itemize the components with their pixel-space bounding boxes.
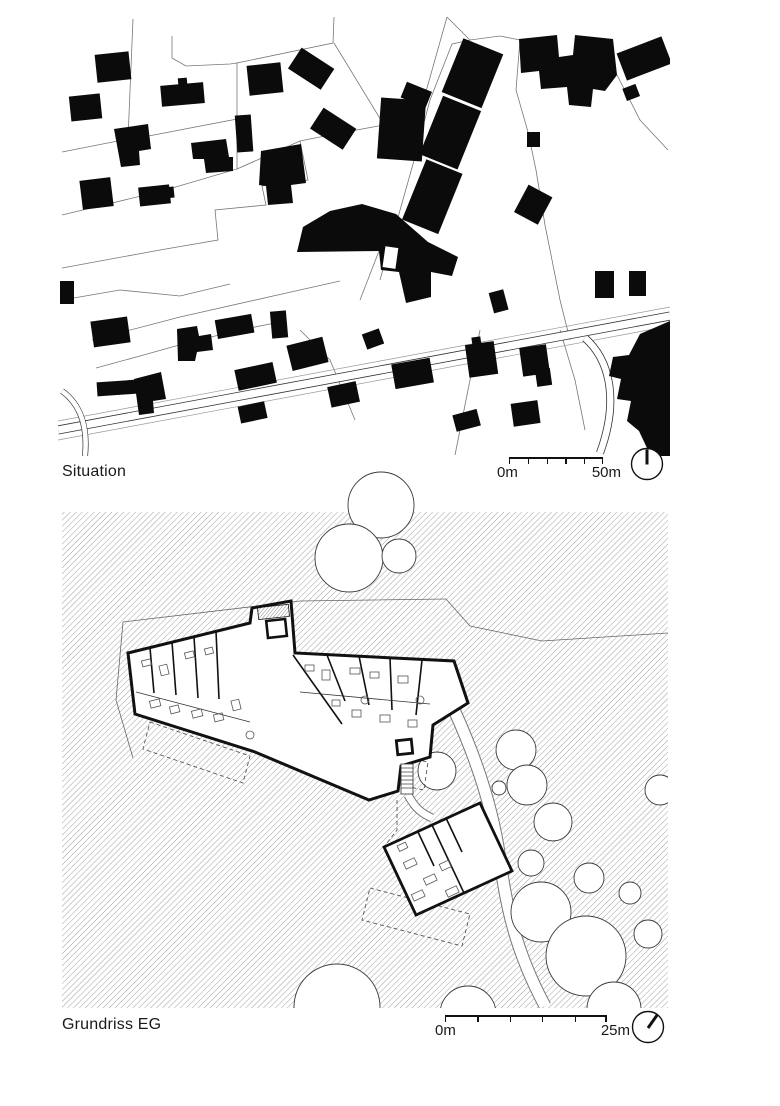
scale-end-label: 50m (591, 464, 621, 481)
scale-end-label: 25m (600, 1022, 630, 1039)
grundriss-scale-bar (435, 1015, 630, 1041)
scale-bar-line (509, 457, 603, 459)
scale-start-label: 0m (435, 1022, 456, 1039)
scale-bar-line (445, 1015, 607, 1017)
grundriss-caption: Grundriss EG (62, 1016, 162, 1033)
scale-start-label: 0m (497, 464, 518, 481)
grundriss-eg-plan (62, 460, 668, 1008)
situation-caption: Situation (62, 463, 127, 480)
situation-site-plan (58, 14, 670, 456)
north-arrow-icon (630, 1009, 666, 1045)
